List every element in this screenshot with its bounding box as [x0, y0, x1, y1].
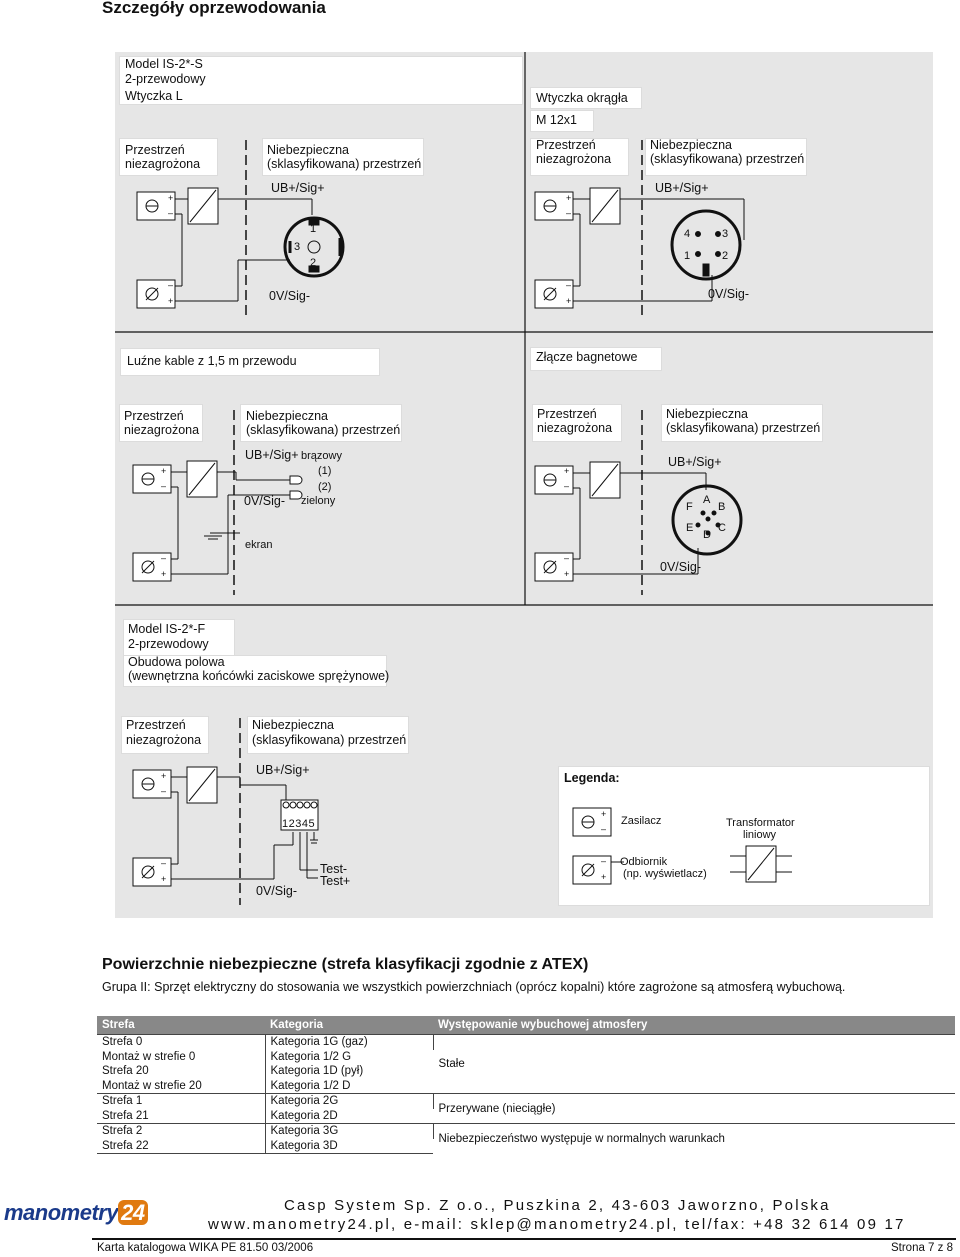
occurrence-cell: Stałe: [433, 1035, 955, 1094]
svg-text:–: –: [161, 481, 167, 491]
ub-sig-label: UB+/Sig+: [245, 448, 299, 462]
col-header: Kategoria: [265, 1016, 433, 1035]
svg-text:+: +: [161, 466, 167, 476]
hazard-zone-label: Niebezpieczna: [666, 407, 748, 421]
ov-sig-label: 0V/Sig-: [256, 884, 297, 898]
company-address: Casp System Sp. Z o.o., Puszkina 2, 43-603 Jaworzno, Polska: [284, 1197, 831, 1214]
safe-zone-label: Przestrzeń: [537, 407, 597, 421]
ub-sig-label: UB+/Sig+: [655, 181, 709, 195]
svg-text:–: –: [566, 208, 572, 218]
logo-number: 24: [118, 1200, 147, 1225]
safe-zone-label: niezagrożona: [536, 152, 612, 166]
round-plug-label: Wtyczka okrągła: [536, 91, 628, 105]
green-wire-label: zielony: [301, 495, 336, 507]
svg-text:+: +: [566, 296, 572, 306]
receiver-label: Odbiornik: [620, 856, 668, 868]
catalog-reference: Karta katalogowa WIKA PE 81.50 03/2006: [97, 1242, 314, 1254]
page-title: Szczegóły oprzewodowania: [102, 0, 326, 17]
svg-text:+: +: [161, 874, 167, 884]
category-cell: Kategoria 2G: [265, 1094, 433, 1109]
svg-text:–: –: [601, 856, 607, 866]
ov-sig-label: 0V/Sig-: [708, 287, 749, 301]
svg-text:+: +: [168, 296, 174, 306]
svg-text:–: –: [161, 786, 167, 796]
atex-heading: Powierzchnie niebezpieczne (strefa klasyfikacji zgodnie z ATEX): [102, 956, 589, 973]
legend-title: Legenda:: [564, 771, 620, 785]
ub-sig-label: UB+/Sig+: [271, 181, 325, 195]
safe-zone-label: Przestrzeń: [126, 718, 186, 732]
ub-sig-label: UB+/Sig+: [256, 763, 310, 777]
svg-text:+: +: [161, 771, 167, 781]
pin-letter: F: [686, 501, 693, 513]
zone-cell: Strefa 20: [97, 1064, 265, 1079]
supply-label: Zasilacz: [621, 815, 662, 827]
table-row: [97, 1124, 955, 1139]
wire-number-label: (1): [318, 465, 332, 477]
svg-text:–: –: [564, 481, 570, 491]
pin-label: 1: [684, 250, 691, 262]
wire-number-label: (2): [318, 481, 332, 493]
hazard-zone-label: Niebezpieczna: [267, 143, 349, 157]
zone-cell: Montaż w strefie 20: [97, 1079, 265, 1094]
col-header: Występowanie wybuchowej atmosfery: [433, 1016, 955, 1035]
company-logo: [4, 1200, 148, 1226]
safe-zone-label: niezagrożona: [125, 157, 201, 171]
occurrence-cell: Przerywane (nieciągłe): [433, 1094, 955, 1124]
safe-zone-label: Przestrzeń: [124, 409, 184, 423]
zone-cell: Strefa 22: [97, 1139, 265, 1154]
page-number: Strona 7 z 8: [890, 1242, 953, 1254]
category-cell: Kategoria 3G: [265, 1124, 433, 1139]
pin-letter: A: [703, 494, 711, 506]
svg-text:+: +: [161, 569, 167, 579]
safe-zone-label: niezagrożona: [124, 423, 200, 437]
category-cell: Kategoria 3D: [265, 1139, 433, 1154]
test-minus-label: Test-: [320, 862, 348, 876]
atex-group-text: Grupa II: Sprzęt elektryczny do stosowania we wszystkich powierzchniach (oprócz kopalni) które zagrożone są atmosferą wybuchową.: [102, 980, 846, 994]
pin-label: 2: [310, 257, 317, 269]
l-plug-label: Wtyczka L: [125, 89, 183, 103]
svg-text:–: –: [168, 208, 174, 218]
receiver-label: (np. wyświetlacz): [623, 868, 707, 880]
zone-cell: Strefa 0: [97, 1035, 265, 1050]
svg-text:+: +: [564, 569, 570, 579]
occurrence-cell: Niebezpieczeństwo występuje w normalnych warunkach: [433, 1124, 955, 1154]
svg-text:–: –: [601, 824, 607, 834]
table-row: [97, 1035, 955, 1050]
wires-label: 2-przewodowy: [125, 72, 206, 86]
category-cell: Kategoria 1/2 D: [270, 1079, 351, 1092]
pin-label: 4: [684, 228, 691, 240]
atex-table: [97, 1016, 955, 1154]
ov-sig-label: 0V/Sig-: [244, 494, 285, 508]
hazard-zone-label: Niebezpieczna: [246, 409, 328, 423]
safe-zone-label: niezagrożona: [537, 421, 613, 435]
svg-text:+: +: [601, 809, 607, 819]
svg-text:+: +: [566, 193, 572, 203]
screen-label: ekran: [245, 539, 273, 551]
col-header: Strefa: [97, 1016, 265, 1035]
housing-label: Obudowa polowa: [128, 655, 225, 669]
svg-text:+: +: [168, 193, 174, 203]
svg-text:+: +: [601, 872, 607, 882]
table-row: [97, 1094, 955, 1109]
hazard-zone-label: (sklasyfikowana) przestrzeń: [650, 152, 805, 166]
terminals-label: (wewnętrzna końcówki zaciskowe sprężynowe): [128, 669, 390, 683]
zone-cell: Montaż w strefie 0: [97, 1050, 265, 1065]
hazard-zone-label: (sklasyfikowana) przestrzeń: [666, 421, 821, 435]
model-f-label: Model IS-2*-F: [128, 622, 206, 636]
pin-label: 1: [310, 223, 317, 235]
hazard-zone-label: (sklasyfikowana) przestrzeń: [246, 423, 401, 437]
svg-text:–: –: [168, 280, 174, 290]
safe-zone-label: niezagrożona: [126, 733, 202, 747]
hazard-zone-label: (sklasyfikowana) przestrzeń: [267, 157, 422, 171]
transformer-label: liniowy: [743, 829, 777, 841]
ub-sig-label: UB+/Sig+: [668, 455, 722, 469]
category-cell: Kategoria 1/2 G: [270, 1050, 352, 1063]
terminal-numbers: 12345: [282, 818, 316, 830]
hazard-zone-label: (sklasyfikowana) przestrzeń: [252, 733, 407, 747]
wires-label: 2-przewodowy: [128, 637, 209, 651]
pin-label: 3: [722, 228, 729, 240]
logo-text: manometry: [4, 1200, 119, 1225]
svg-text:–: –: [161, 553, 167, 563]
hazard-zone-label: Niebezpieczna: [650, 138, 732, 152]
zone-cell: Strefa 1: [97, 1094, 265, 1109]
loose-cables-label: Luźne kable z 1,5 m przewodu: [127, 354, 297, 368]
hazard-zone-label: Niebezpieczna: [252, 718, 334, 732]
pin-letter: E: [686, 522, 694, 534]
category-cell: Kategoria 2D: [270, 1109, 338, 1122]
svg-text:+: +: [564, 466, 570, 476]
ov-sig-label: 0V/Sig-: [269, 289, 310, 303]
pin-letter: C: [718, 522, 726, 534]
safe-zone-label: Przestrzeń: [536, 138, 596, 152]
pin-label: 2: [722, 250, 729, 262]
company-contact: www.manometry24.pl, e-mail: sklep@manometry24.pl, tel/fax: +48 32 614 09 17: [208, 1216, 906, 1233]
model-s-label: Model IS-2*-S: [125, 57, 203, 71]
table-header-row: [97, 1016, 955, 1035]
m12-label: M 12x1: [536, 113, 577, 127]
category-cell: Kategoria 1G (gaz): [265, 1035, 433, 1050]
zone-cell: Strefa 2: [97, 1124, 265, 1139]
svg-text:–: –: [161, 858, 167, 868]
bayonet-label: Złącze bagnetowe: [536, 350, 638, 364]
brown-wire-label: brązowy: [301, 450, 342, 462]
pin-letter: B: [718, 501, 726, 513]
category-cell: Kategoria 1D (pył): [270, 1065, 364, 1078]
pin-label: 3: [294, 241, 301, 253]
zone-cell: Strefa 21: [97, 1109, 265, 1124]
test-plus-label: Test+: [320, 874, 351, 888]
pin-letter: D: [703, 529, 711, 541]
ov-sig-label: 0V/Sig-: [660, 560, 701, 574]
transformer-label: Transformator: [726, 817, 795, 829]
safe-zone-label: Przestrzeń: [125, 143, 185, 157]
svg-text:–: –: [566, 280, 572, 290]
footer-divider: [92, 1238, 956, 1240]
svg-text:–: –: [564, 553, 570, 563]
